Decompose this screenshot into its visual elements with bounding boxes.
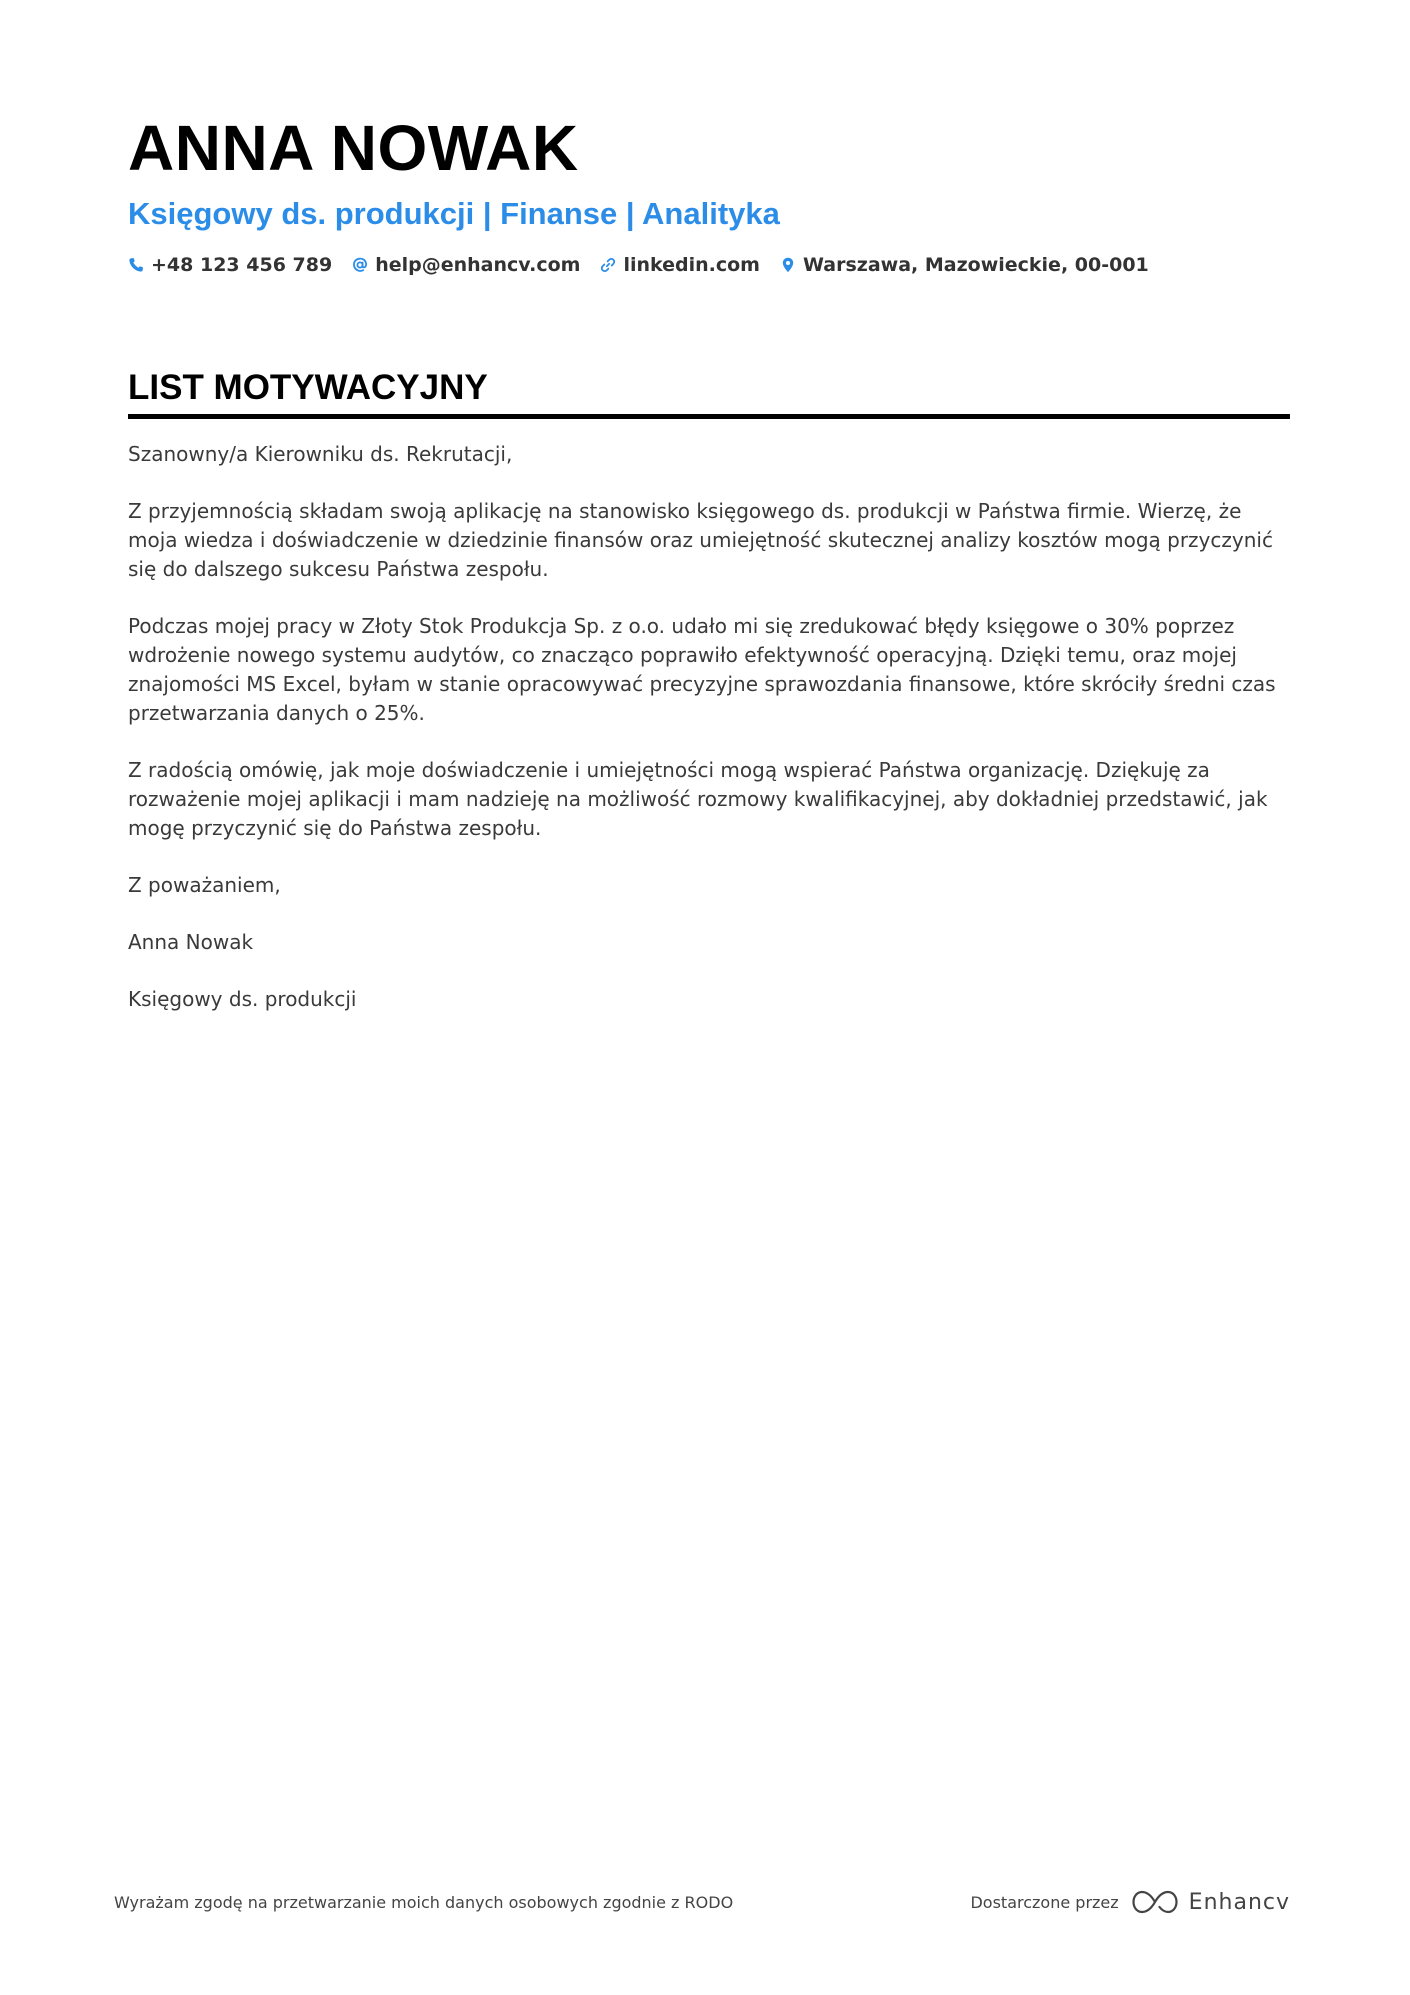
letter-header: [128, 108, 1288, 276]
applicant-headline: Księgowy ds. produkcji | Finanse | Analityka: [128, 196, 780, 231]
phone-icon: [128, 257, 144, 273]
at-icon: [352, 257, 368, 273]
powered-by[interactable]: [970, 1888, 1290, 1916]
email-address: help@enhancv.com: [375, 254, 581, 276]
letter-closing: Z poważaniem,: [128, 873, 281, 897]
section-title: LIST MOTYWACYJNY: [128, 368, 488, 407]
page-footer: [114, 1888, 1290, 1916]
location-pin-icon: [780, 257, 796, 273]
contact-email: [352, 254, 580, 276]
enhancv-brand-name: Enhancv: [1188, 1889, 1290, 1915]
signature-title: Księgowy ds. produkcji: [128, 987, 357, 1011]
applicant-name: ANNA NOWAK: [128, 112, 579, 184]
enhancv-logo-icon: [1131, 1888, 1179, 1916]
powered-by-label: Dostarczone przez: [970, 1892, 1119, 1912]
letter-body: [128, 440, 1278, 1042]
linkedin-url: linkedin.com: [623, 254, 760, 276]
phone-number: +48 123 456 789: [151, 254, 333, 276]
location-text: Warszawa, Mazowieckie, 00-001: [802, 254, 1149, 276]
section-divider: [128, 414, 1290, 419]
letter-paragraph: Z przyjemnością składam swoją aplikację na stanowisko księgowego ds. produkcji w Państwa firmie. Wierzę, że moja wiedza i doświadczenie w dziedzinie finansów oraz umiejętność skutecznej analizy kosztów mogą przyczynić się do dalszego sukcesu Państwa zespołu.: [128, 499, 1273, 581]
enhancv-logo: [1131, 1888, 1290, 1916]
signature-name: Anna Nowak: [128, 930, 254, 954]
section-heading: [128, 366, 1290, 419]
letter-paragraph: Z radością omówię, jak moje doświadczenie i umiejętności mogą wspierać Państwa organizację. Dziękuję za rozważenie mojej aplikacji i mam nadzieję na możliwość rozmowy kwalifikacyjnej, aby dokładniej przedstawić, jak mogę przyczynić się do Państwa zespołu.: [128, 758, 1268, 840]
contact-linkedin: [600, 254, 760, 276]
letter-paragraph: Podczas mojej pracy w Złoty Stok Produkcja Sp. z o.o. udało mi się zredukować błędy księgowe o 30% poprzez wdrożenie nowego systemu audytów, co znacząco poprawiło efektywność operacyjną. Dzięki temu, oraz mojej znajomości MS Excel, byłam w stanie opracowywać precyzyjne sprawozdania finansowe, które skróciły średni czas przetwarzania danych o 25%.: [128, 614, 1276, 725]
gdpr-consent: Wyrażam zgodę na przetwarzanie moich danych osobowych zgodnie z RODO: [114, 1892, 734, 1912]
letter-greeting: Szanowny/a Kierowniku ds. Rekrutacji,: [128, 442, 513, 466]
contact-info: [128, 254, 1288, 276]
contact-phone: [128, 254, 332, 276]
link-icon: [600, 257, 616, 273]
contact-location: [780, 254, 1149, 276]
